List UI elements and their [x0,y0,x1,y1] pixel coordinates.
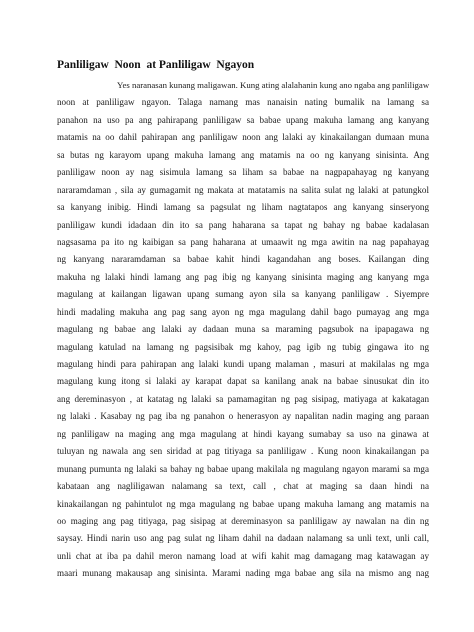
body-text-line: magulang hindi para pahirapan ang lalaki kundi upang malaman , masuri at makilalas ng mga [57,359,429,369]
body-text-line: ng kanyang nararamdaman sa babae kahit hindi kagandahan ang boses. Kailangan ding [57,254,429,265]
body-text-line: Yes naranasan kunang maligawan. Kung ating alalahanin kung ano ngaba ang panliligaw [117,80,430,90]
body-text-line: kinakailangan ng pahintulot ng mga magulang ng babae upang makuha lamang ang matamis na [57,498,429,509]
body-text-line: matamis na oo dahil pahirapan ang panliligaw noon ang lalaki ay kinakailangan dumaan muna [57,132,429,143]
body-text-line: saysay. Hindi narin uso ang pag sulat ng liham dahil na dadaan nalamang sa unli text, unli call, [57,533,429,544]
body-text-line: unli chat at iba pa dahil meron namang load at wifi kahit mag damagang mag katawagan ay [57,550,429,561]
document-body [57,77,429,583]
body-text-line: noon at panliligaw ngayon. Talaga namang mas nanaisin nating bumalik na lamang sa [57,97,429,108]
body-text-line: tuluyan ng nawala ang sen siridad at pag titiyaga sa panliligaw . Kung noon kinakailangan pa [57,446,429,457]
body-text-line: munang pumunta ng lalaki sa bahay ng babae upang makilala ng magulang ngayon marami sa mga [57,463,429,474]
body-text-line: panahon na uso pa ang pahirapang panliligaw sa babae upang makuha lamang ang kanyang [57,114,429,125]
body-text-line: maari munang makausap ang sinisinta. Marami nading mga babae ang sila na mismo ang nag [57,568,429,579]
body-text-line: magulang ng babae ang lalaki ay dadaan muna sa maraming pagsubok na ipapagawa ng [57,324,429,335]
body-text-line: oo maging ang pag titiyaga, pag sisipag at dereminasyon sa panliligaw ay nawalan na din ng [57,515,429,526]
body-text-line: magulang katulad na lamang ng pagsisibak mg kahoy, pag igib ng tubig gingawa ito ng [57,341,429,352]
body-text-line: kabataan ang nagliligawan nalamang sa text, call , chat at maging sa daan hindi na [57,481,429,492]
body-text-line: panliligaw kundi idadaan din ito sa pang haharana sa tapat ng bahay ng babae kadalasan [57,219,429,230]
body-text-line: ang dereminasyon , at katatag ng lalaki sa pamamagitan ng pag sisipag, matiyaga at kakatagan [57,393,429,404]
body-text-line: panliligaw noon ay nag sisimula lamang sa liham sa babae na nagpapahayag ng kanyang [57,167,429,178]
document-title: Panliligaw Noon at Panliligaw Ngayon [57,59,255,71]
body-text-line: makuha ng lalaki hindi lamang ang pag ibig ng kanyang sinisinta maging ang kanyang mga [57,271,429,282]
body-text-line: magulang at kailangan ligawan upang sumang ayon sila sa kanyang panliligaw . Siyempre [57,289,429,300]
body-text-line: magulang kung itong si lalaki ay karapat dapat sa kanilang anak na babae sinusukat din ito [57,376,429,387]
body-text-line: ng lalaki . Kasabay ng pag iba ng panahon o henerasyon ay napalitan nadin maging ang paraan [57,411,429,422]
body-text-line: nararamdaman , sila ay gumagamit ng makata at matatamis na salita sulat ng lalaki at patungkol [57,184,429,195]
body-text-line: sa kanyang inibig. Hindi lamang sa pagsulat ng liham nagtatapos ang kanyang sinseryong [57,202,429,213]
body-text-line: hindi madaling makuha ang pag sang ayon ng mga magulang dahil bago pumayag ang mga [57,306,429,317]
body-text-line: sa butas ng karayom upang makuha lamang ang matamis na oo ng kanyang sinisinta. Ang [57,149,429,160]
body-text-line: nagsasama pa ito ng kaibigan sa pang haharana at umaawit ng mga awitin na nag papahayag [57,236,429,247]
body-text-line: ng panliligaw na maging ang mga magulang at hindi kayang sumabay sa uso na ginawa at [57,428,429,439]
